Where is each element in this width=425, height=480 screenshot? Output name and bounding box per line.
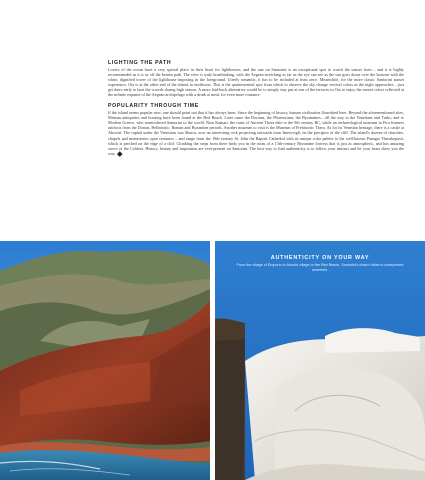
caption-title: AUTHENTICITY ON YOUR WAY: [270, 255, 370, 261]
section-heading-popularity: POPULARITY THROUGH TIME: [108, 103, 199, 110]
whitewashed-building-photo: [215, 241, 425, 480]
red-beach-illustration: [0, 241, 210, 480]
whitewash-illustration: [215, 241, 425, 480]
section-heading-lighting: LIGHTING THE PATH: [108, 60, 172, 66]
section-body-popularity-text: If the island seems popular now, one should point out that it has always been. Since the beginning of history, human civilization flourished here. Beyond the aforementioned sites, Minoan antiquities and housing have been found at the Red Beach. Later came the Dorians, the Phoenicians, the Byzantines... all the way to the Venetians and Turks, and to Modern Greece, who reintroduced Santorini to the world. Near Kamari, the ruins of Ancient Thera date to the 9th century BC, while an archaeological museum in Fira features artifacts from the Dorian, Hellenistic, Roman and Byzantine periods. Another museum to visit is the Museum of Prehistoric Thera. As for its Venetian heritage, there is a castle at Akrotiri. The capital under the Venetians was Skaros, now an interesting rock projecting outwards from Imerovigli, on the precipice of the cliff. The island's dozens of churches, chapels and monasteries span centuries – and range from the 19th-century St. John the Baptist Cathedral with its unique color palette to the well-known Panagia Theoskepasti, which is perched on the edge of a cliff. Climbing the steps from there finds you in the ruins of a 13th-century Byzantine fortress that is just as atmospheric, and has amazing views of the Caldera. History, beauty and inspiration are ever-present on Santorini. The best way to find authenticity is to follow your instinct and let your heart show you the way.: [108, 110, 404, 156]
caption-text: From the village of Emporio to Akrotiri village or the Red Beach, Santorini's charm hides in unexpected moments.: [236, 263, 404, 272]
article-text: [108, 60, 404, 162]
red-beach-photo: [0, 241, 210, 480]
diamond-bullet-icon: [117, 151, 122, 156]
section-body-popularity: [108, 110, 404, 155]
section-body-lighting: Lovers of the ocean have a very special place in their heart for lighthouses, and the one on Santorini is an exceptional spot to watch the sunset from – and it is highly recommended as it is as off the beaten path. The view is truly breathtaking, with the Aegean stretching as far as the eye can see as the sun goes down over the horizon with the white, dignified tower of the lighthouse imposing in the foreground. Utterly romantic, it has to be included at least once. Meanwhile, for the more classic Santorini sunset experience, Oia is at the other end of the island, to northwest. This is the quintessential spot from which to observe the sky change vertical colors as the night approaches – just get there early to beat the crowds during high season. A more laid-back alternative would be to simply stay put at one of the terraces in Oia to enjoy the sunset colors reflected at the infinite expanse of the Aegean archipelago with a drink at meal, for even more romance.: [108, 67, 404, 98]
